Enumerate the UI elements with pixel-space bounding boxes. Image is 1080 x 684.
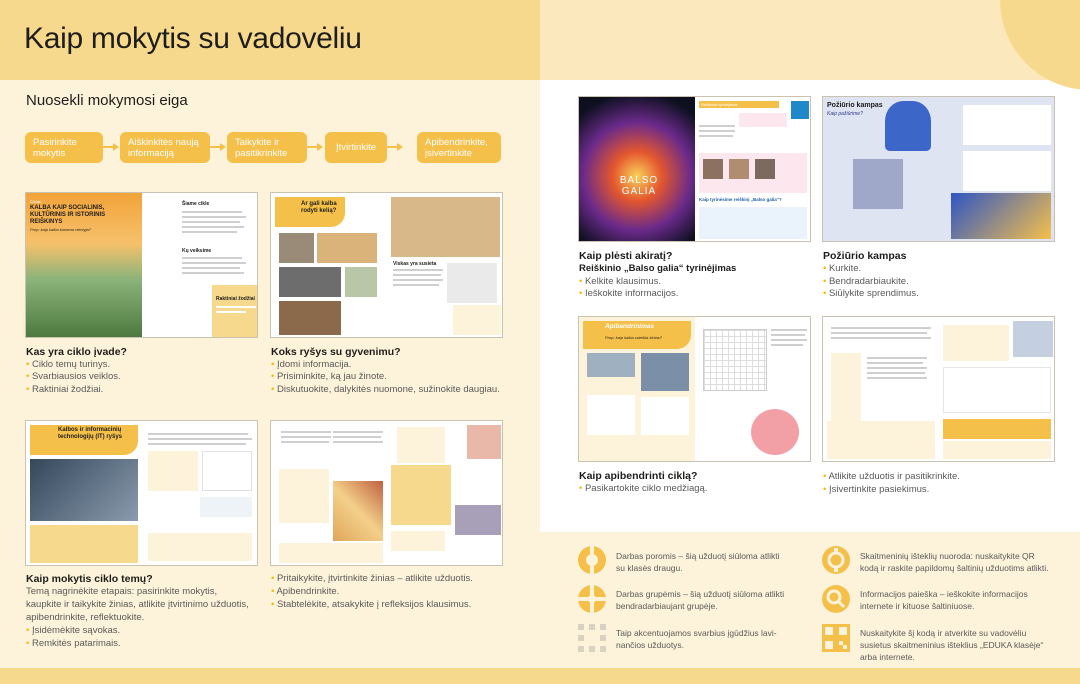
section-intro: kaupkite ir taikykite žinias, atlikite įtvirtinimo užduotis,: [26, 599, 249, 610]
section-title: Kaip mokytis ciklo temų?: [26, 573, 153, 585]
robot-photo: [30, 459, 138, 521]
city-illustration: [1013, 321, 1053, 357]
flow-step-3: Taikykite ir pasitikrinkite: [227, 132, 307, 163]
page-title: Kaip mokytis su vadovėliu: [24, 22, 362, 55]
list-item: • Bendradarbiaukite.: [823, 276, 909, 289]
section-title: Koks ryšys su gyvenimu?: [271, 346, 401, 358]
list-item: • Atlikite užduotis ir pasitikrinkite.: [823, 471, 960, 484]
thumb-kicker: Ciklas: [30, 199, 41, 204]
thumb-tagline: Prop: kaip kalba kuriama vientyja?: [30, 227, 91, 232]
thumb-title: Kalbos ir informacinių technologijų (IT) ryšys: [58, 427, 123, 440]
students-photo: [455, 505, 501, 535]
list-item: • Pasikartokite ciklo medžiagą.: [579, 483, 707, 496]
header-band-right: [540, 0, 1080, 80]
flow-arrow-icon: [103, 146, 117, 148]
section-intro: Temą nagrinėkite etapais: pasirinkite mokytis,: [26, 586, 218, 597]
thumb-right-head: Šiame cikle: [182, 201, 210, 207]
pair-work-icon: [578, 546, 606, 574]
thumb-kicker: Reiškinio tyrinėjimas: [701, 102, 738, 107]
blocks-illustration: [951, 193, 1051, 239]
desert-photo: [317, 233, 377, 263]
section-title: Kaip plėsti akiratį?: [579, 250, 673, 262]
section-title: Kaip apibendrinti ciklą?: [579, 470, 698, 482]
legend-text: Darbas grupėmis – šią užduotį siūloma atlikti bendradarbiaujant grupėje.: [616, 589, 785, 611]
flow-arrow-icon: [210, 146, 224, 148]
bottom-band: [0, 668, 1080, 684]
flow-step-2: Aiškinkitės naują informaciją: [120, 132, 210, 163]
section-subtitle: Reiškinio „Balso galia“ tyrinėjimas: [579, 263, 737, 274]
dandelion-photo: [447, 263, 497, 303]
zebra-illustration: [853, 159, 903, 209]
flow-step-5: Apibendrinkite, įsivertinkite: [417, 132, 501, 163]
pencils-photo: [333, 481, 383, 541]
thumbnail-poziurio-kampas: [822, 96, 1055, 242]
skills-icon: [578, 624, 606, 652]
list-item: • Įsidėmėkite sąvokas.: [26, 625, 120, 638]
thumb-mid-head: Kų veiksime: [182, 248, 212, 254]
list-item: • Remkitės patarimais.: [26, 638, 121, 651]
section-title: Kas yra ciklo įvade?: [26, 346, 127, 358]
thumbnail-tasks: [270, 420, 503, 566]
thumb-sub: Kaip tyrinėsime reiškinį „Balso galia“?: [699, 197, 782, 202]
thumb-sub: Prop: kaip kalba suteikia žinias?: [605, 335, 662, 340]
list-item: • Diskutuokite, dalykitės nuomone, sužinokite daugiau.: [271, 384, 500, 397]
list-item: • Kurkite.: [823, 263, 861, 276]
list-item: • Kelkite klausimus.: [579, 276, 661, 289]
group-work-icon: [578, 585, 606, 613]
flow-arrow-icon: [307, 146, 321, 148]
flow-arrow-icon: [387, 146, 401, 148]
legend-text: Nuskaitykite šį kodą ir atverkite su vadovėliu susietus skaitmeninius išteklius „EDUKA klasėje“ arba internete.: [860, 628, 1044, 662]
list-item: • Siūlykite sprendimus.: [823, 288, 919, 301]
balso-galia-cover: [579, 97, 695, 241]
flow-step-1: Pasirinkite mokytis: [25, 132, 103, 163]
list-item: • Pritaikykite, įtvirtinkite žinias – atlikite užduotis.: [271, 573, 473, 586]
legend-text: Informacijos paieška – ieškokite informacijos internete ir kituose šaltiniuose.: [860, 589, 1028, 611]
qr-code-icon: [822, 624, 850, 652]
qr-code-icon: [791, 101, 809, 119]
list-item: • Apibendrinkite.: [271, 586, 339, 599]
thumbnail-apibendrinimas: [578, 316, 811, 462]
legend-text: Skaitmeninių išteklių nuoroda: nuskaitykite QR kodą ir raskite papildomų šaltinių užduotims atlikti.: [860, 551, 1049, 573]
thumb-mid-head: Viskas yra susieta: [393, 261, 437, 267]
digital-resource-icon: [822, 546, 850, 574]
cover-title: BALSO GALIA: [619, 175, 659, 197]
thumb-title: Apibendrinimas: [605, 323, 655, 330]
hiker-photo: [279, 233, 314, 263]
thumbnail-self-check: [822, 316, 1055, 462]
list-item: • Ieškokite informacijos.: [579, 288, 678, 301]
section-title: Požiūrio kampas: [823, 250, 907, 262]
horse-photo: [279, 301, 341, 335]
camels-photo: [391, 197, 500, 257]
list-item: • Įdomi informacija.: [271, 359, 351, 372]
list-item: • Stabtelėkite, atsakykite į refleksijos klausimus.: [271, 599, 471, 612]
crossword-grid: [703, 329, 767, 391]
thumbnail-it-relation: [25, 420, 258, 566]
chapel-photo: [345, 267, 377, 297]
thumb-title: KALBA KAIP SOCIALINIS, KULTŪRINIS IR ISTORINIS REIŠKINYS: [30, 205, 106, 225]
hand-illustration: [885, 101, 931, 151]
thumbnail-life-connection: [270, 192, 503, 338]
portrait-illustration: [751, 409, 799, 455]
list-item: • Įsivertinkite pasiekimus.: [823, 484, 929, 497]
list-item: • Raktiniai žodžiai.: [26, 384, 103, 397]
section-intro: apibendrinkite, reflektuokite.: [26, 612, 145, 623]
legend-text: Taip akcentuojamos svarbius įgūdžius lavi- nančios užduotys.: [616, 628, 777, 650]
list-item: • Prisiminkite, ką jau žinote.: [271, 371, 387, 384]
info-search-icon: [822, 585, 850, 613]
flow-subtitle: Nuosekli mokymosi eiga: [26, 92, 188, 109]
thumbnail-balso-galia: [578, 96, 811, 242]
list-item: • Svarbiausios veiklos.: [26, 371, 121, 384]
thumbnail-cycle-intro: [25, 192, 258, 338]
crowd-photo: [279, 267, 341, 297]
thumb-title: Ar gali kalba rodyti kelią?: [301, 201, 337, 214]
portrait-photo: [467, 425, 501, 459]
list-item: • Ciklo temų turinys.: [26, 359, 110, 372]
thumb-sub: Kaip pažiūrime?: [827, 111, 863, 117]
thumb-title: Požiūrio kampas: [827, 102, 883, 109]
flow-step-4: Įtvirtinkite: [325, 132, 387, 163]
legend-text: Darbas poromis – šią užduotį siūloma atlikti su klasės draugu.: [616, 551, 780, 573]
thumb-low-head: Raktiniai žodžiai: [216, 296, 255, 302]
